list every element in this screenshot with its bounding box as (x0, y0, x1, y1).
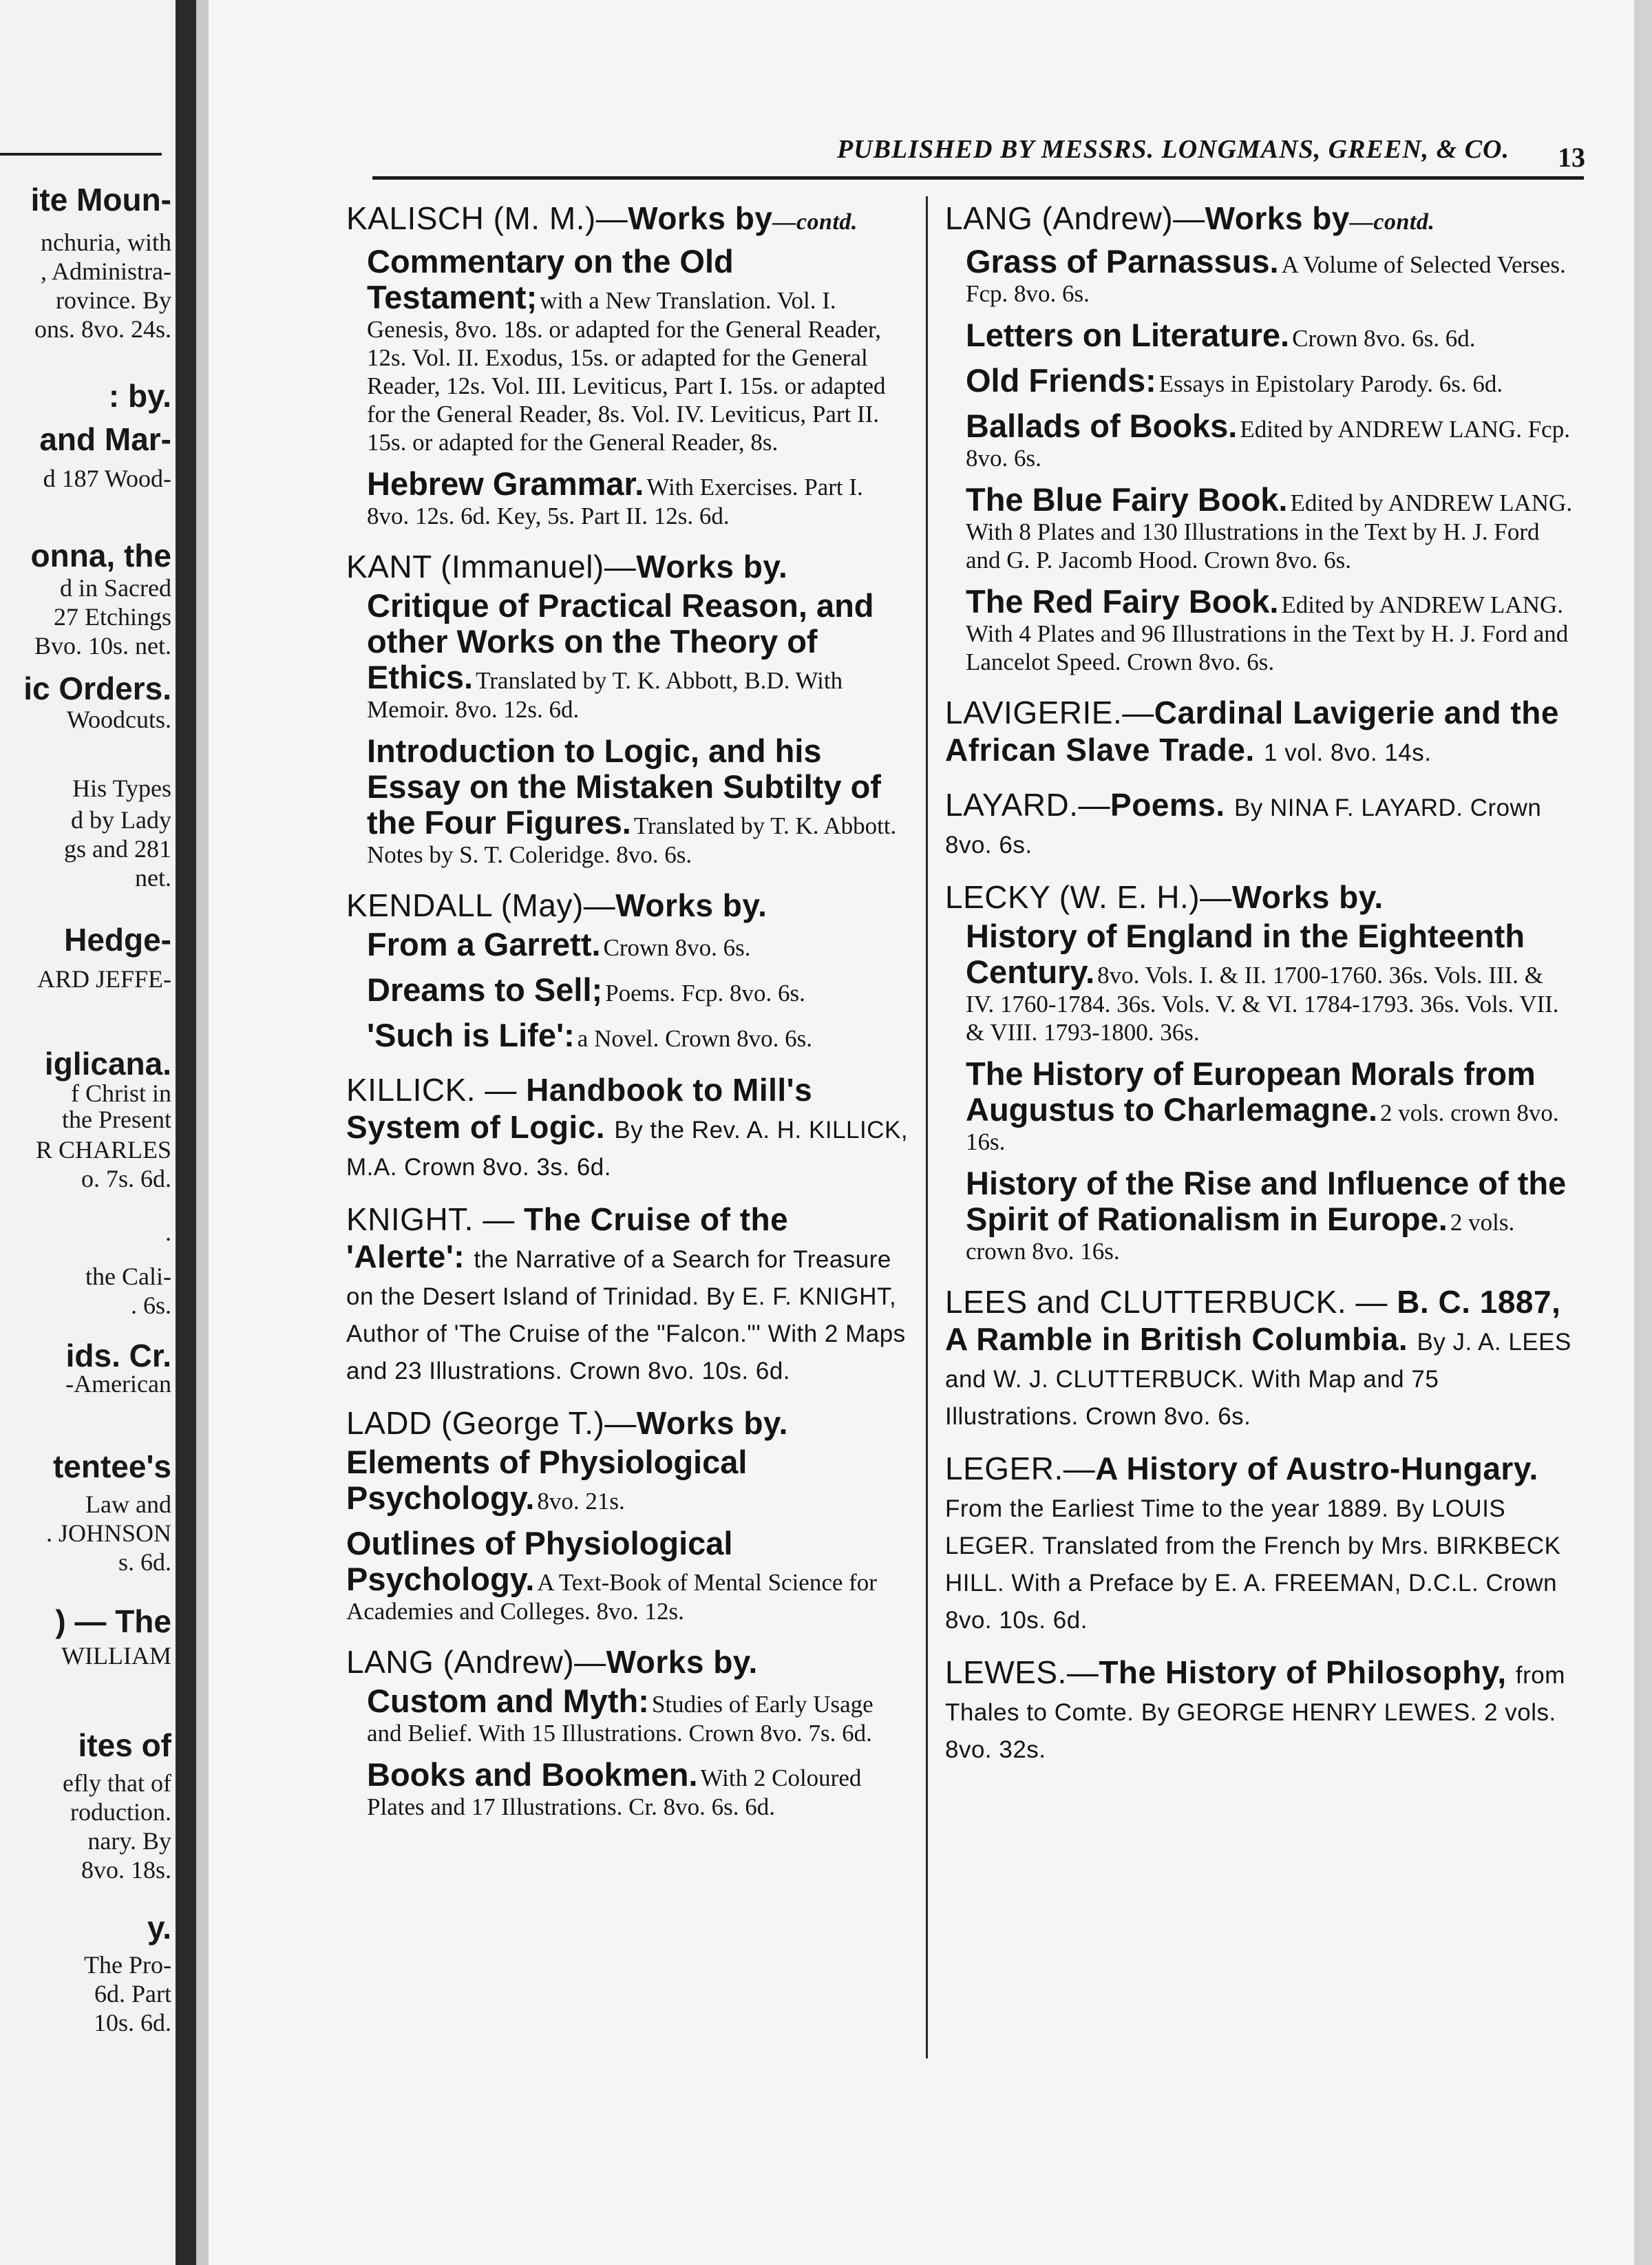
facing-page-fragment (0, 0, 176, 2265)
work-description: Crown 8vo. 6s. 6d. (1292, 325, 1476, 352)
book-gutter-shadow (196, 0, 209, 2265)
work-item (346, 244, 911, 456)
facing-page-line: 10s. 6d. (93, 2009, 171, 2036)
facing-page-line: Hedge- (64, 922, 171, 958)
author-heading: KANT (Immanuel)—Works by. (346, 549, 788, 584)
entry-kalisch (346, 200, 911, 530)
work-item (346, 1683, 911, 1747)
work-item (945, 1166, 1575, 1265)
work-title: Books and Bookmen. (367, 1756, 698, 1793)
header-rule (372, 176, 1584, 180)
facing-page-line: rovince. By (56, 286, 171, 314)
work-item (945, 482, 1575, 574)
work-title: Introduction to Logic, and his Essay on the Mistaken Subtilty of the Four Figures. (367, 733, 881, 841)
work-description: 8vo. Vols. I. & II. 1700-1760. 36s. Vols. III. & IV. 1760-1784. 36s. Vols. V. & VI. 1784-1793. 36s. Vols. VII. & VIII. 1793-1800. 36s. (966, 962, 1559, 1046)
author-heading: LANG (Andrew)—Works by—contd. (945, 200, 1435, 236)
work-description: Edited by ANDREW LANG. With 8 Plates and 130 Illustrations in the Text by H. J. Ford and G. P. Jacomb Hood. Crown 8vo. 6s. (966, 489, 1573, 573)
facing-page-line: ARD JEFFE- (36, 965, 171, 993)
work-item (945, 317, 1575, 353)
author-heading: LECKY (W. E. H.)—Works by. (945, 879, 1384, 915)
work-title: Ballads of Books. (966, 408, 1238, 444)
facing-page-line: onna, the (30, 538, 171, 573)
work-item (346, 733, 911, 869)
facing-page-line: . JOHNSON (45, 1519, 171, 1547)
book-page (209, 0, 1652, 2265)
work-item (346, 1018, 911, 1053)
work-title: History of the Rise and Influence of the Spirit of Rationalism in Europe. (966, 1165, 1567, 1237)
entry-ladd (346, 1404, 911, 1625)
work-title: Dreams to Sell; (367, 971, 603, 1008)
facing-page-line: the Cali- (85, 1263, 171, 1290)
facing-page-line: roduction. (70, 1798, 171, 1826)
work-title: Outlines of Physiological Psychology. (346, 1525, 733, 1597)
work-title: Hebrew Grammar. (367, 465, 644, 502)
work-description: with a New Translation. Vol. I. Genesis, 8vo. 18s. or adapted for the General Reader, 12s. Vol. II. Exodus, 15s. or adapted for the General Reader, 12s. Vol. III. Leviticus, Part I. 15s. or adapted for the General Reader, 8s. Vol. IV. Leviticus, Part II. 15s. or adapted for the General Reader, 8s. (367, 287, 886, 456)
work-title: Critique of Practical Reason, and other Works on the Theory of Ethics. (367, 587, 874, 695)
facing-page-line: tentee's (52, 1448, 171, 1484)
author-heading: KILLICK. — Handbook to Mill's System of Logic. By the Rev. A. H. KILLICK, M.A. Crown 8vo. 3s. 6d. (346, 1072, 909, 1181)
facing-page-line: efly that of (63, 1769, 171, 1797)
entry-killick (346, 1071, 911, 1183)
facing-page-line: 6d. Part (94, 1980, 171, 2008)
facing-page-line: , Administra- (41, 257, 171, 285)
book-gutter (176, 0, 196, 2265)
work-description: Essays in Epistolary Parody. 6s. 6d. (1158, 370, 1503, 397)
work-title: The Cruise of the 'Alerte': (346, 1201, 789, 1274)
facing-page-line: d 187 Wood- (43, 465, 171, 492)
entry-lees (945, 1283, 1575, 1432)
work-title: 'Such is Life': (367, 1017, 575, 1053)
facing-page-line: ons. 8vo. 24s. (34, 315, 171, 343)
facing-page-line: Woodcuts. (66, 706, 171, 733)
work-title: Commentary on the Old Testament; (367, 243, 734, 315)
author-heading: LEGER.—A History of Austro-Hungary. From the Earliest Time to the year 1889. By LOUIS LEGER. Translated from the French by Mrs. BIRKBECK HILL. With a Preface by E. A. FREEMAN, D.C.L. Crown 8vo. 10s. 6d. (945, 1451, 1561, 1634)
work-description: Edited by ANDREW LANG. With 4 Plates and 96 Illustrations in the Text by H. J. Ford and Lancelot Speed. Crown 8vo. 6s. (966, 591, 1569, 675)
work-description: from Thales to Comte. By GEORGE HENRY LEWES. 2 vols. 8vo. 32s. (945, 1662, 1565, 1763)
author-heading: LADD (George T.)—Works by. (346, 1405, 788, 1441)
work-title: Letters on Literature. (966, 317, 1290, 353)
facing-page-line: o. 7s. 6d. (81, 1165, 171, 1192)
work-title: Poems. (1110, 787, 1225, 823)
facing-page-line: y. (147, 1910, 171, 1946)
running-head: PUBLISHED BY MESSRS. LONGMANS, GREEN, & CO. (836, 135, 1510, 164)
work-item (346, 1444, 911, 1516)
work-description: With Exercises. Part I. 8vo. 12s. 6d. Key, 5s. Part II. 12s. 6d. (367, 474, 863, 529)
work-description: By J. A. LEES and W. J. CLUTTERBUCK. With Map and 75 Illustrations. Crown 8vo. 6s. (945, 1329, 1571, 1430)
entry-kant (346, 548, 911, 869)
work-description: Crown 8vo. 6s. (603, 934, 751, 961)
work-description: the Narrative of a Search for Treasure on the Desert Island of Trinidad. By E. F. KNIGHT, Author of 'The Cruise of the "Falcon."' With 2 Maps and 23 Illustrations. Crown 8vo. 10s. 6d. (346, 1246, 906, 1384)
work-item (945, 363, 1575, 399)
work-description: By the Rev. A. H. KILLICK, M.A. Crown 8vo. 3s. 6d. (346, 1117, 909, 1181)
facing-page-line: The Pro- (84, 1951, 171, 1979)
work-title: The Blue Fairy Book. (966, 481, 1288, 518)
work-item (346, 927, 911, 962)
work-description: A Volume of Selected Verses. Fcp. 8vo. 6s. (966, 251, 1566, 307)
facing-page-line: and Mar- (39, 421, 171, 457)
entry-lecky (945, 878, 1575, 1265)
work-title: Custom and Myth: (367, 1683, 649, 1719)
work-description: 2 vols. crown 8vo. 16s. (966, 1099, 1559, 1155)
facing-page-line: d by Lady (71, 806, 171, 834)
work-item (945, 1056, 1575, 1156)
work-title: Grass of Parnassus. (966, 243, 1279, 280)
work-description: 1 vol. 8vo. 14s. (1264, 739, 1432, 766)
work-title: The History of European Morals from Augustus to Charlemagne. (966, 1055, 1536, 1128)
facing-page-line: -American (65, 1370, 171, 1398)
work-item (945, 918, 1575, 1046)
facing-page-line: ite Moun- (30, 182, 171, 218)
work-item (945, 244, 1575, 308)
work-item (346, 588, 911, 724)
facing-page-line: d in Sacred (60, 574, 171, 602)
facing-page-line: 27 Etchings (54, 603, 171, 631)
work-title: Old Friends: (966, 362, 1156, 399)
entry-lewes (945, 1654, 1575, 1765)
author-heading: LAYARD.—Poems. By NINA F. LAYARD. Crown 8vo. 6s. (945, 787, 1542, 858)
entry-lang (346, 1643, 911, 1821)
facing-page-line: His Types (72, 775, 171, 802)
entry-knight (346, 1201, 911, 1387)
facing-page-line: WILLIAM (61, 1642, 171, 1669)
work-description: Translated by T. K. Abbott. Notes by S. T. Coleridge. 8vo. 6s. (367, 812, 897, 868)
facing-page-line: ic Orders. (23, 671, 171, 706)
work-item (346, 466, 911, 530)
entry-lavigerie (945, 694, 1575, 768)
work-description: 2 vols. crown 8vo. 16s. (966, 1209, 1515, 1265)
author-heading: KALISCH (M. M.)—Works by—contd. (346, 200, 858, 236)
work-description: A Text-Book of Mental Science for Academies and Colleges. 8vo. 12s. (346, 1569, 877, 1625)
facing-page-line: nchuria, with (41, 229, 171, 256)
author-heading: LANG (Andrew)—Works by. (346, 1644, 758, 1680)
work-description: From the Earliest Time to the year 1889. By LOUIS LEGER. Translated from the French by Mrs. BIRKBECK HILL. With a Preface by E. A. FREEMAN, D.C.L. Crown 8vo. 10s. 6d. (945, 1495, 1561, 1634)
work-title: B. C. 1887, A Ramble in British Columbia. (945, 1284, 1561, 1357)
work-description: Translated by T. K. Abbott, B.D. With Memoir. 8vo. 12s. 6d. (367, 667, 843, 723)
facing-page-line: R CHARLES (35, 1136, 171, 1163)
work-title: History of England in the Eighteenth Century. (966, 918, 1525, 990)
entry-lang-contd (945, 200, 1575, 676)
facing-page-line: . (165, 1219, 171, 1246)
work-title: A History of Austro-Hungary. (1095, 1451, 1538, 1486)
facing-page-rule (0, 153, 162, 156)
work-title: From a Garrett. (367, 926, 601, 962)
facing-page-line: net. (135, 864, 171, 892)
facing-page-line: 8vo. 18s. (81, 1856, 171, 1884)
facing-page-line: iglicana. (44, 1046, 171, 1082)
facing-page-line: gs and 281 (64, 835, 171, 863)
work-title: Cardinal Lavigerie and the African Slave Trade. (945, 695, 1559, 768)
facing-page-line: nary. By (87, 1827, 171, 1855)
work-item (945, 584, 1575, 676)
work-description: Studies of Early Usage and Belief. With 15 Illustrations. Crown 8vo. 7s. 6d. (367, 1691, 873, 1747)
facing-page-line: : by. (108, 378, 171, 414)
author-heading: KNIGHT. — The Cruise of the 'Alerte': the Narrative of a Search for Treasure on the Desert Island of Trinidad. By E. F. KNIGHT, Author of 'The Cruise of the "Falcon."' With 2 Maps and 23 Illustrations. Crown 8vo. 10s. 6d. (346, 1201, 906, 1384)
work-description: 8vo. 21s. (537, 1488, 625, 1515)
work-title: Elements of Physiological Psychology. (346, 1444, 748, 1516)
facing-page-line: . 6s. (130, 1292, 171, 1319)
entry-leger (945, 1450, 1575, 1636)
author-heading: LEWES.—The History of Philosophy, from Thales to Comte. By GEORGE HENRY LEWES. 2 vols. 8vo. 32s. (945, 1654, 1565, 1763)
left-column (346, 200, 911, 1839)
work-description: With 2 Coloured Plates and 17 Illustrations. Cr. 8vo. 6s. 6d. (367, 1764, 862, 1820)
work-item (346, 972, 911, 1008)
entry-kendall (346, 887, 911, 1053)
entry-layard (945, 786, 1575, 861)
author-heading: LEES and CLUTTERBUCK. — B. C. 1887, A Ramble in British Columbia. By J. A. LEES and W. J. CLUTTERBUCK. With Map and 75 Illustrations. Crown 8vo. 6s. (945, 1284, 1571, 1430)
author-heading: KENDALL (May)—Works by. (346, 887, 767, 923)
work-title: The History of Philosophy, (1099, 1654, 1507, 1690)
facing-page-line: the Present (62, 1106, 171, 1133)
facing-page-line: ids. Cr. (65, 1338, 171, 1373)
page-number: 13 (1558, 142, 1585, 173)
facing-page-line: s. 6d. (118, 1548, 171, 1576)
work-description: Poems. Fcp. 8vo. 6s. (605, 980, 805, 1007)
work-description: Edited by ANDREW LANG. Fcp. 8vo. 6s. (966, 416, 1570, 472)
work-item (945, 408, 1575, 472)
page-edge (1634, 0, 1652, 2265)
facing-page-line: ites of (78, 1727, 171, 1763)
right-column (945, 200, 1575, 1783)
column-divider (926, 196, 928, 2058)
author-heading: LAVIGERIE.—Cardinal Lavigerie and the African Slave Trade. 1 vol. 8vo. 14s. (945, 695, 1559, 768)
work-item (346, 1757, 911, 1821)
facing-page-line: Bvo. 10s. net. (34, 632, 171, 660)
work-description: a Novel. Crown 8vo. 6s. (577, 1025, 813, 1052)
facing-page-line: f Christ in (70, 1079, 171, 1107)
work-item (346, 1526, 911, 1625)
work-title: Handbook to Mill's System of Logic. (346, 1072, 813, 1145)
work-description: By NINA F. LAYARD. Crown 8vo. 6s. (945, 794, 1542, 858)
facing-page-line: Law and (85, 1490, 171, 1518)
facing-page-line: ) — The (55, 1603, 171, 1639)
work-title: The Red Fairy Book. (966, 583, 1279, 620)
